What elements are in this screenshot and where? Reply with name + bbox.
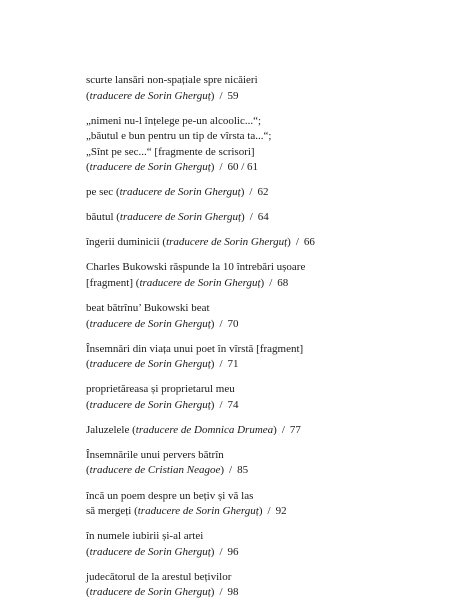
toc-line: (traducere de Sorin Gherguț) / 60 / 61 xyxy=(86,161,259,174)
toc-entry xyxy=(86,448,426,479)
entry-title: proprietăreasa și proprietarul meu xyxy=(86,383,235,396)
toc-line: (traducere de Sorin Gherguț) / 59 xyxy=(86,89,239,102)
page-separator: / xyxy=(219,161,223,174)
entry-title: să mergeți xyxy=(86,505,135,518)
translator-credit: traducere de Sorin Gherguț xyxy=(89,586,211,599)
page-number: 60 / 61 xyxy=(227,161,259,174)
translator-credit: traducere de Domnica Drumea xyxy=(135,423,274,436)
entry-title: pe sec xyxy=(86,186,116,199)
entry-title: scurte lansări non-spațiale spre nicăieri xyxy=(86,74,258,86)
page-separator: / xyxy=(295,236,299,249)
entry-title: Charles Bukowski răspunde la 10 întrebări ușoare xyxy=(86,261,306,274)
toc-entry xyxy=(86,382,426,413)
translator-credit: traducere de Sorin Gherguț xyxy=(89,358,211,371)
translator-credit: traducere de Sorin Gherguț xyxy=(139,276,261,289)
page-separator: / xyxy=(219,317,223,330)
page-number: 70 xyxy=(227,317,239,330)
page-number: 66 xyxy=(303,236,315,249)
toc-entry xyxy=(86,529,426,560)
entry-title: judecătorul de la arestul bețivilor xyxy=(86,570,232,583)
toc-line xyxy=(86,129,426,145)
entry-title: băutul xyxy=(86,211,117,224)
translator-credit: traducere de Sorin Gherguț xyxy=(119,211,242,224)
translator-credit: traducere de Sorin Gherguț xyxy=(89,398,211,411)
translator-credit: traducere de Sorin Gherguț xyxy=(166,236,288,249)
page-number: 59 xyxy=(227,89,239,102)
toc-line xyxy=(86,570,426,586)
toc-entry xyxy=(86,210,426,226)
toc-line xyxy=(86,145,426,161)
page-separator: / xyxy=(219,358,223,371)
page-number: 96 xyxy=(227,545,239,558)
entry-title: Jaluzelele xyxy=(86,423,133,436)
table-of-contents xyxy=(86,73,426,610)
toc-line xyxy=(86,448,426,464)
toc-entry xyxy=(86,185,426,201)
toc-line: (traducere de Sorin Gherguț) / 74 xyxy=(86,398,239,411)
page-separator: / xyxy=(219,545,223,558)
toc-line: îngerii duminicii (traducere de Sorin Gherguț) / 66 xyxy=(86,236,315,249)
page-number: 74 xyxy=(227,398,239,411)
toc-line xyxy=(86,489,426,505)
translator-credit: traducere de Cristian Neagoe xyxy=(89,464,221,477)
entry-title: Însemnările unui pervers bătrîn xyxy=(86,448,224,461)
page-separator: / xyxy=(219,586,223,599)
page-separator: / xyxy=(229,464,233,477)
toc-entry xyxy=(86,301,426,332)
toc-line: (traducere de Sorin Gherguț) / 70 xyxy=(86,317,239,330)
toc-entry xyxy=(86,489,426,520)
toc-line xyxy=(86,260,426,276)
entry-title: „nimeni nu-l înțelege pe-un alcoolic...“; xyxy=(86,114,262,127)
toc-line: (traducere de Sorin Gherguț) / 98 xyxy=(86,586,239,599)
toc-entry xyxy=(86,423,426,439)
toc-line: (traducere de Cristian Neagoe) / 85 xyxy=(86,464,249,477)
page-number: 68 xyxy=(277,276,289,289)
entry-title: „băutul e bun pentru un tip de vîrsta ta...“; xyxy=(86,130,272,143)
page-separator: / xyxy=(219,398,223,411)
toc-line xyxy=(86,529,426,545)
toc-entry xyxy=(86,570,426,601)
page-separator: / xyxy=(249,211,253,224)
translator-credit: traducere de Sorin Gherguț xyxy=(89,161,211,174)
toc-entry xyxy=(86,260,426,291)
toc-line xyxy=(86,73,426,89)
toc-line: (traducere de Sorin Gherguț) / 96 xyxy=(86,545,239,558)
entry-title: Însemnări din viața unui poet în vîrstă [fragment] xyxy=(86,342,304,355)
entry-title: în numele iubirii și-al artei xyxy=(86,530,204,543)
translator-credit: traducere de Sorin Gherguț xyxy=(89,317,211,330)
toc-entry xyxy=(86,73,426,104)
entry-title: [fragment] xyxy=(86,276,136,289)
entry-title: „Sînt pe sec...“ [fragmente de scrisori] xyxy=(86,145,255,158)
toc-line xyxy=(86,382,426,398)
page-separator: / xyxy=(281,423,285,436)
toc-line xyxy=(86,301,426,317)
page-separator: / xyxy=(249,186,253,199)
translator-credit: traducere de Sorin Gherguț xyxy=(89,89,211,102)
toc-line xyxy=(86,342,426,358)
toc-line: (traducere de Sorin Gherguț) / 71 xyxy=(86,358,239,371)
entry-title: îngerii duminicii xyxy=(86,236,163,249)
toc-line: băutul (traducere de Sorin Gherguț) / 64 xyxy=(86,211,269,224)
page-number: 62 xyxy=(257,186,269,199)
page-number: 71 xyxy=(227,358,239,371)
page-separator: / xyxy=(219,89,223,102)
translator-credit: traducere de Sorin Gherguț xyxy=(137,505,259,518)
page-separator: / xyxy=(267,505,271,518)
toc-entry xyxy=(86,235,426,251)
toc-line: [fragment] (traducere de Sorin Gherguț) / 68 xyxy=(86,276,289,289)
translator-credit: traducere de Sorin Gherguț xyxy=(119,186,241,199)
page-number: 98 xyxy=(227,586,239,599)
toc-line: să mergeți (traducere de Sorin Gherguț) / 92 xyxy=(86,505,287,518)
page-separator: / xyxy=(269,276,273,289)
page-number: 92 xyxy=(275,505,287,518)
page-number: 64 xyxy=(257,211,269,224)
page-number: 77 xyxy=(289,423,301,436)
toc-entry xyxy=(86,342,426,373)
toc-entry xyxy=(86,114,426,176)
toc-line xyxy=(86,114,426,130)
page-number: 85 xyxy=(237,464,249,477)
toc-line: pe sec (traducere de Sorin Gherguț) / 62 xyxy=(86,186,269,199)
entry-title: beat bătrînu’ Bukowski beat xyxy=(86,302,210,315)
entry-title: încă un poem despre un bețiv și vă las xyxy=(86,489,254,502)
toc-line: Jaluzelele (traducere de Domnica Drumea) / 77 xyxy=(86,423,301,436)
translator-credit: traducere de Sorin Gherguț xyxy=(89,545,211,558)
